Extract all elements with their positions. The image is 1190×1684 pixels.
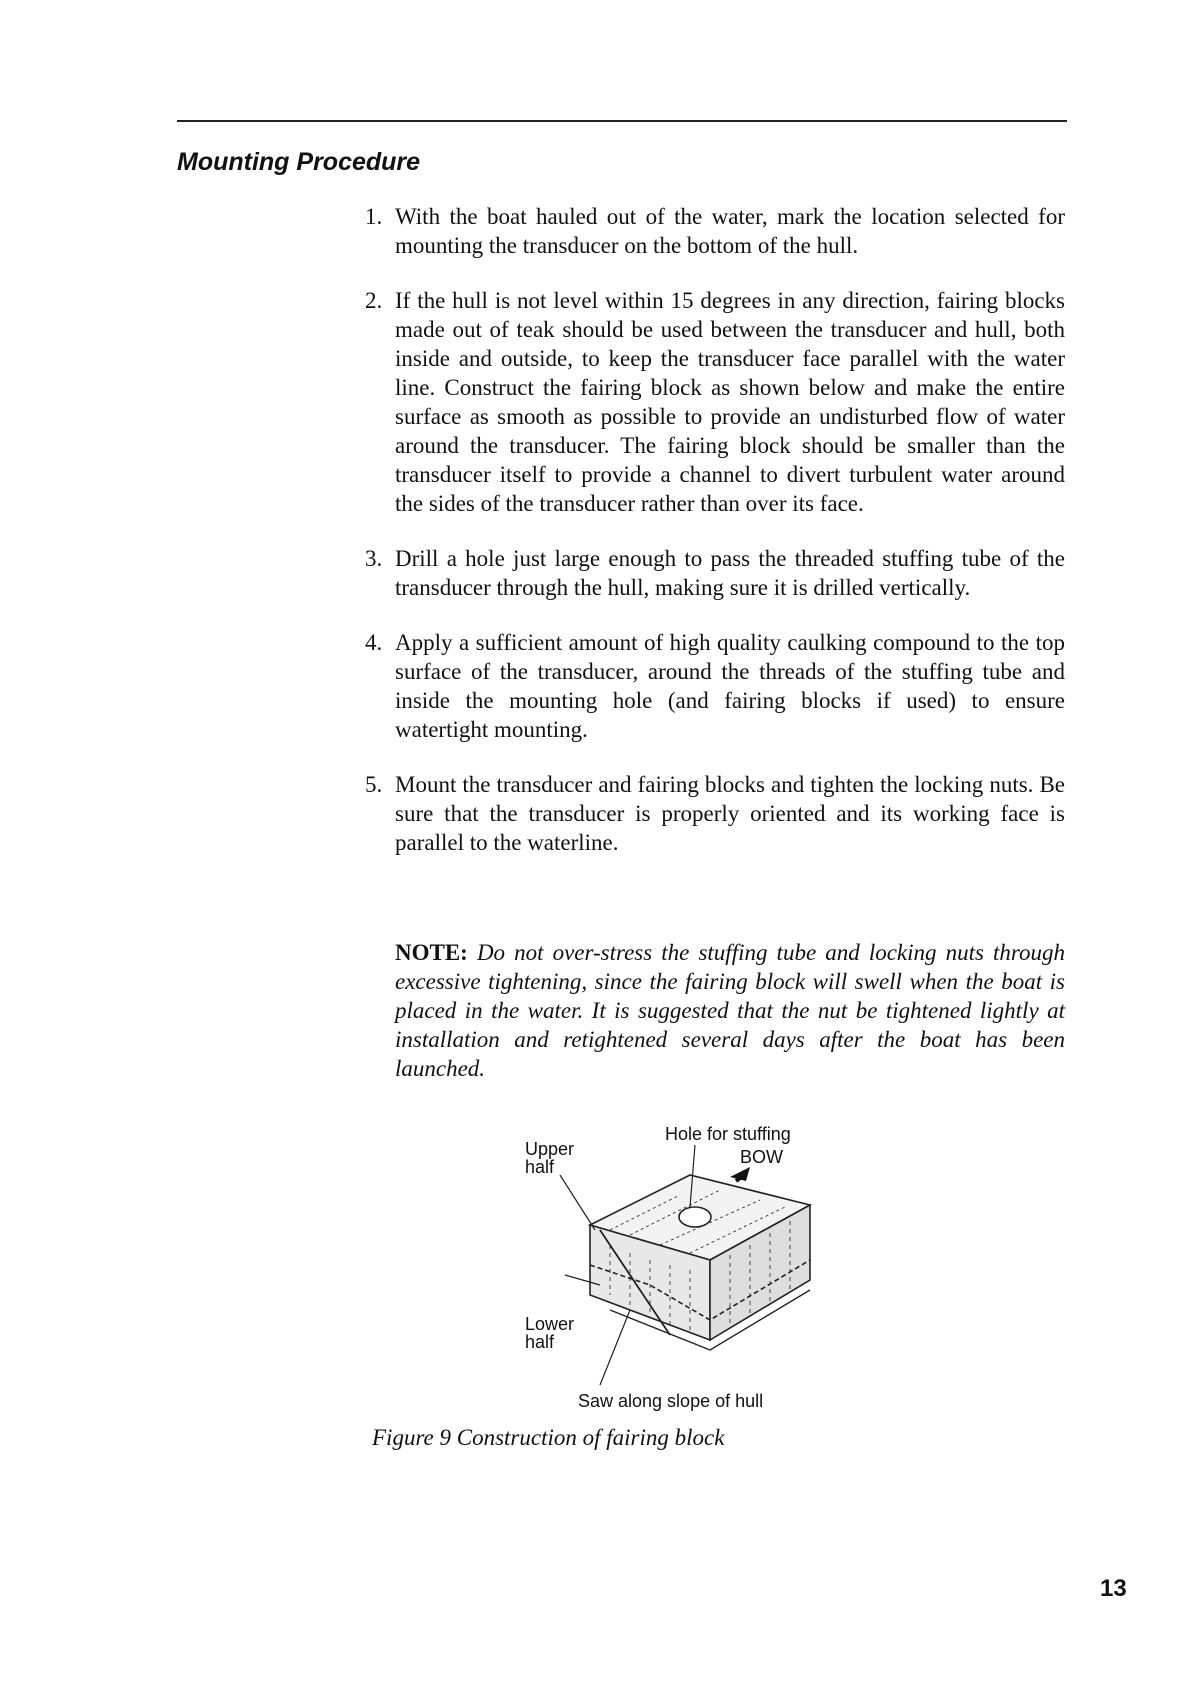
header-rule: [177, 120, 1067, 122]
step-number: 4.: [365, 630, 383, 655]
label-upper-line1: Upper: [525, 1139, 575, 1159]
label-lower-line1: Lower: [525, 1314, 575, 1334]
bow-arrow-icon: [730, 1167, 750, 1181]
label-hole-for-stuffing: Hole for stuffing: [665, 1124, 791, 1144]
label-lower-line2: half: [525, 1332, 555, 1352]
step-number: 5.: [365, 772, 383, 797]
fairing-block-figure: [525, 1124, 870, 1415]
step-text: Mount the transducer and fairing blocks and tighten the locking nuts. Be sure that the transducer is properly oriented and its working face is parallel to the waterline.: [395, 772, 1065, 855]
step-item: [365, 202, 1065, 260]
procedure-steps: [365, 202, 1065, 883]
step-item: [365, 286, 1065, 518]
step-number: 3.: [365, 546, 383, 571]
step-text: Apply a sufficient amount of high quality caulking compound to the top surface of the transducer, around the threads of the stuffing tube and inside the mounting hole (and fairing blocks if used) to ensure watertight mounting.: [395, 630, 1065, 742]
step-number: 1.: [365, 204, 383, 229]
label-saw-along-slope: Saw along slope of hull: [578, 1391, 764, 1411]
note-text: Do not over-stress the stuffing tube and locking nuts through excessive tightening, since the fairing block will swell when the boat is placed in the water. It is suggested that the nut be tightened lightly at installation and retightened several days after the boat has been launched.: [395, 940, 1066, 1081]
step-item: [365, 544, 1065, 602]
label-bow: BOW: [740, 1147, 783, 1167]
step-text: If the hull is not level within 15 degrees in any direction, fairing blocks made out of teak should be used between the transducer and hull, both inside and outside, to keep the transducer face parallel with the water line. Construct the fairing block as shown below and make the entire surface as smooth as possible to provide an undisturbed flow of water around the transducer. The fairing block should be smaller than the transducer itself to provide a channel to divert turbulent water around the sides of the transducer rather than over its face.: [395, 288, 1065, 516]
page-number: 13: [1100, 1575, 1127, 1602]
step-number: 2.: [365, 288, 383, 313]
step-item: [365, 770, 1065, 857]
section-title: Mounting Procedure: [177, 148, 421, 176]
step-text: With the boat hauled out of the water, mark the location selected for mounting the transducer on the bottom of the hull.: [395, 204, 1065, 258]
note-label: NOTE:: [395, 940, 468, 965]
step-item: [365, 628, 1065, 744]
label-upper-line2: half: [525, 1157, 555, 1177]
note: [395, 938, 1065, 1083]
fairing-block-illustration: [590, 1175, 810, 1350]
figure-caption: Figure 9 Construction of fairing block: [372, 1425, 725, 1450]
step-text: Drill a hole just large enough to pass the threaded stuffing tube of the transducer through the hull, making sure it is drilled vertically.: [395, 546, 1065, 600]
